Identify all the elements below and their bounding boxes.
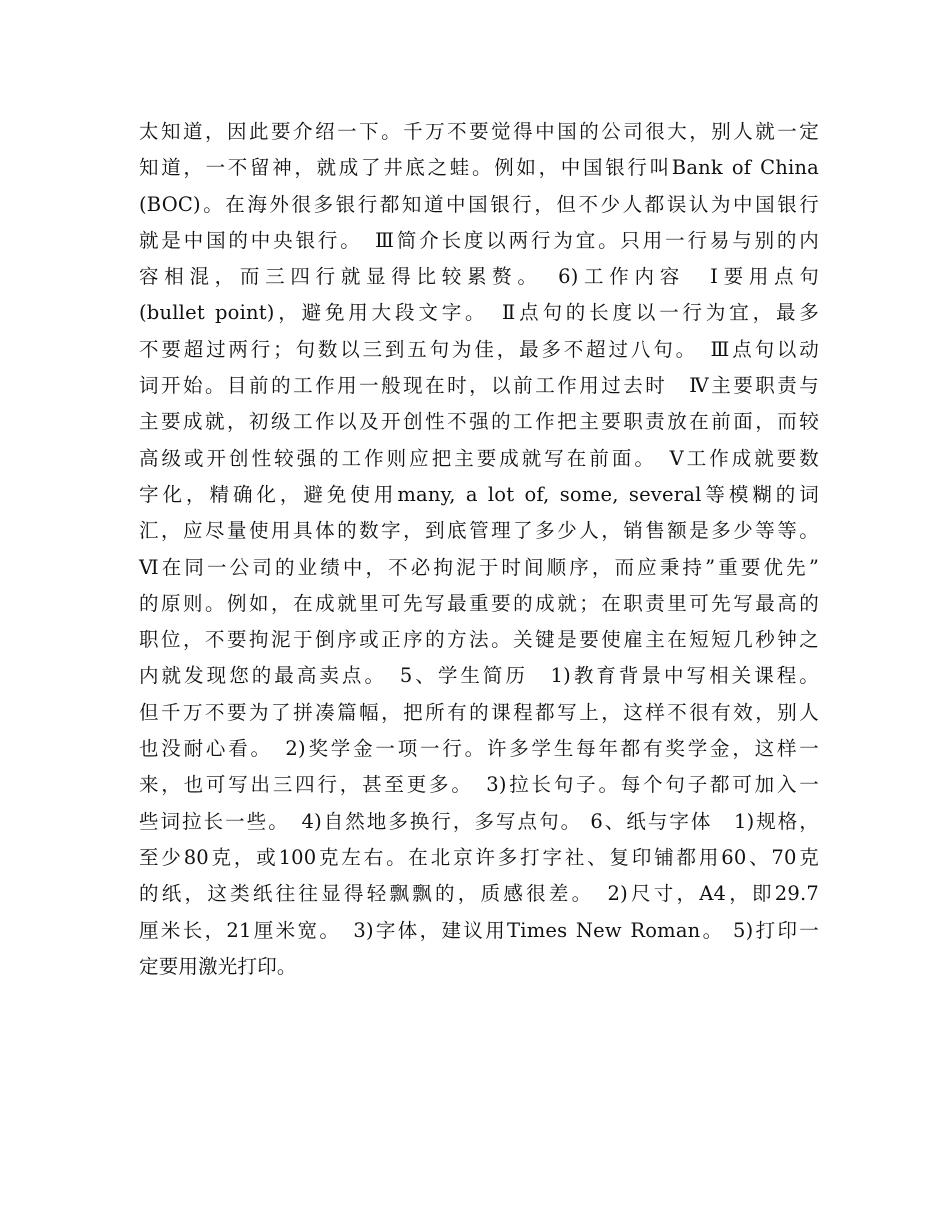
text-line-24: 定要用激光打印。 [139,954,297,978]
text-line-3: (BOC)。在海外很多银行都知道中国银行，但不少人都误认为中国银行 [139,192,819,216]
text-line-21: 至少80克，或100克左右。在北京许多打字社、复印铺都用60、70克 [139,845,819,869]
text-line-9: 主要成就，初级工作以及开创性不强的工作把主要职责放在前面，而较 [139,410,819,434]
text-line-14: 的原则。例如，在成就里可先写最重要的成就；在职责里可先写最高的 [139,591,819,615]
body-text [139,114,819,985]
text-line-5: 容相混，而三四行就显得比较累赘。 6)工作内容 Ⅰ要用点句 [139,265,819,289]
text-line-15: 职位，不要拘泥于倒序或正序的方法。关键是要使雇主在短短几秒钟之 [139,628,819,652]
text-line-10: 高级或开创性较强的工作则应把主要成就写在前面。 Ⅴ工作成就要数 [139,446,819,470]
text-line-20: 些词拉长一些。 4)自然地多换行，多写点句。 6、纸与字体 1)规格， [139,809,819,833]
text-line-2: 知道，一不留神，就成了井底之蛙。例如，中国银行叫Bank of China [139,156,819,180]
text-line-8: 词开始。目前的工作用一般现在时，以前工作用过去时 Ⅳ主要职责与 [139,374,819,398]
text-line-12: 汇，应尽量使用具体的数字，到底管理了多少人，销售额是多少等等。 [139,519,819,543]
text-line-23: 厘米长，21厘米宽。 3)字体，建议用Times New Roman。 5)打印一 [139,918,819,942]
text-line-1: 太知道，因此要介绍一下。千万不要觉得中国的公司很大，别人就一定 [139,120,819,143]
text-line-11: 字化，精确化，避免使用many, a lot of, some, several等模糊的词 [139,482,819,506]
text-line-22: 的纸，这类纸往往显得轻飘飘的，质感很差。 2)尺寸，A4，即29.7 [139,882,819,906]
text-line-6: (bullet point)，避免用大段文字。 Ⅱ点句的长度以一行为宜，最多 [139,301,819,325]
text-line-16: 内就发现您的最高卖点。 5、学生简历 1)教育背景中写相关课程。 [139,664,819,688]
text-line-17: 但千万不要为了拼凑篇幅，把所有的课程都写上，这样不很有效，别人 [139,700,819,724]
text-line-4: 就是中国的中央银行。 Ⅲ简介长度以两行为宜。只用一行易与别的内 [139,228,819,252]
text-line-19: 来，也可写出三四行，甚至更多。 3)拉长句子。每个句子都可加入一 [139,773,819,797]
text-line-7: 不要超过两行；句数以三到五句为佳，最多不超过八句。 Ⅲ点句以动 [139,337,819,361]
text-line-18: 也没耐心看。 2)奖学金一项一行。许多学生每年都有奖学金，这样一 [139,737,819,761]
text-line-13: Ⅵ在同一公司的业绩中，不必拘泥于时间顺序，而应秉持”重要优先” [139,555,819,579]
